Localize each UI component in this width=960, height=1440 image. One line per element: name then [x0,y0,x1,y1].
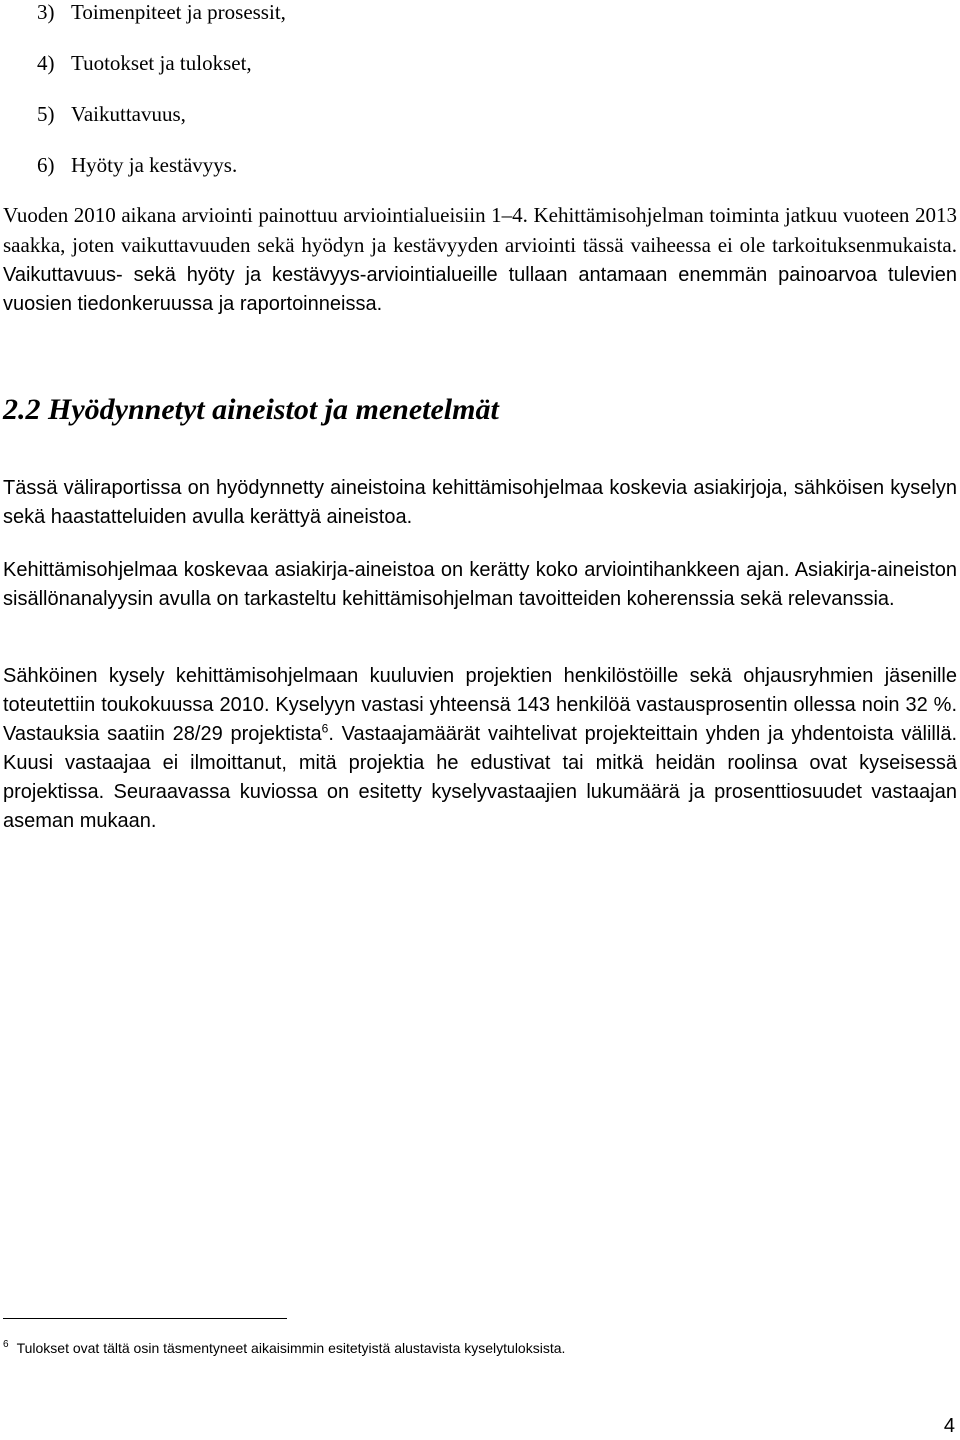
paragraph-evaluation-focus-part-2: Vaikuttavuus- sekä hyöty ja kestävyys-arviointialueille tullaan antamaan enemmän painoarvoa tulevien vuosien tiedonkeruussa ja raportoinneissa. [3,264,957,315]
paragraph-survey [3,662,957,836]
paragraph-materials: Tässä väliraportissa on hyödynnetty aineistoina kehittämisohjelmaa koskevia asiakirjoja, sähköisen kyselyn sekä haastatteluiden avulla kerättyä aineistoa. [3,477,957,528]
list-item-number: 3) [37,0,55,24]
page-number: 4 [943,1415,955,1437]
list-item [37,51,917,102]
paragraph-evaluation-focus [3,201,957,319]
list-item-number: 6) [37,153,55,177]
footnote [3,1338,565,1358]
list-item-text: Hyöty ja kestävyys. [71,153,238,177]
list-item-number: 5) [37,102,55,126]
list-item [37,0,917,51]
list-item-text: Tuotokset ja tulokset, [71,51,252,75]
footnote-number: 6 [3,1339,9,1351]
section-heading: 2.2 Hyödynnetyt aineistot ja menetelmät [3,393,499,426]
footnote-text: Tulokset ovat tältä osin täsmentyneet aikaisimmin esitetyistä alustavista kyselytuloksista. [16,1340,566,1356]
footnote-reference[interactable]: 6 [321,721,329,736]
numbered-list [37,0,917,204]
list-item-text: Vaikuttavuus, [71,102,186,126]
paragraph-evaluation-focus-part-1: Vuoden 2010 aikana arviointi painottuu arviointialueisiin 1–4. Kehittämisohjelman toiminta jatkuu vuoteen 2013 saakka, joten vaikuttavuuden sekä hyödyn ja kestävyyden arviointi tässä vaiheessa ei ole tarkoituksenmukaista. [3,203,957,257]
list-item [37,102,917,153]
footnote-divider [3,1318,287,1319]
list-item-text: Toimenpiteet ja prosessit, [71,0,286,24]
list-item-number: 4) [37,51,55,75]
paragraph-survey-text: Sähköinen kysely kehittämisohjelmaan kuuluvien projektien henkilöstöille sekä ohjausryhmien jäsenille toteutettiin toukokuussa 2010. Kyselyyn vastasi yhteensä 143 henkilöä vastausprosentin ollessa noin 32 %. Vastauksia saatiin 28/29 projektista [3,665,957,745]
paragraph-survey-text-continued: . Vastaajamäärät vaihtelivat projekteittain yhden ja yhdentoista välillä. Kuusi vastaajaa ei ilmoittanut, mitä projektia he edustivat tai mitkä heidän roolinsa ovat kyseisessä projektissa. Seuraavassa kuviossa on esitetty kyselyvastaajien lukumäärä ja prosenttiosuudet vastaajan aseman mukaan. [3,723,958,832]
list-item [37,153,917,204]
paragraph-documents: Kehittämisohjelmaa koskevaa asiakirja-aineistoa on kerätty koko arviointihankkeen ajan. Asiakirja-aineiston sisällönanalyysin avulla on tarkasteltu kehittämisohjelman tavoitteiden koherenssia sekä relevanssia. [3,559,957,610]
